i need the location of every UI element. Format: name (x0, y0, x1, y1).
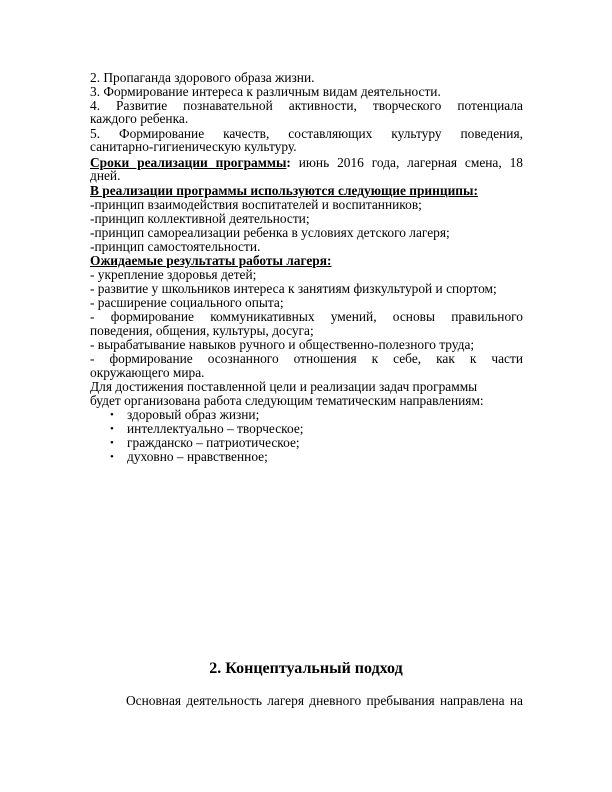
section-2-paragraph: Основная деятельность лагеря дневного пребывания направлена на (126, 693, 523, 708)
section-2-title: 2. Концептуальный подход (209, 660, 403, 677)
directions-intro-line1: Для достижения поставленной цели и реализации задач программы (90, 379, 478, 394)
result-item-6-line1: - формирование осознанного отношения к себе, как к части (90, 351, 523, 366)
principle-item: -принцип самореализации ребенка в условиях детского лагеря; (90, 225, 450, 240)
goal-item-2: 2. Пропаганда здорового образа жизни. (90, 70, 315, 85)
result-item-3: - расширение социального опыта; (90, 295, 284, 310)
principle-item: -принцип коллективной деятельности; (90, 211, 310, 226)
terms-colon: : (286, 155, 291, 170)
goal-item-5-line1: 5. Формирование качеств, составляющих культуру поведения, (90, 126, 523, 141)
principles-heading: В реализации программы используются следующие принципы: (90, 183, 478, 198)
direction-item: здоровый образ жизни; (127, 407, 260, 422)
result-item-5: - вырабатывание навыков ручного и общественно-полезного труда; (90, 337, 475, 352)
terms-label: Сроки реализации программы (90, 155, 287, 170)
goal-item-3: 3. Формирование интереса к различным видам деятельности. (90, 84, 441, 99)
principle-item: -принцип самостоятельности. (90, 239, 261, 254)
bullet-icon: • (110, 423, 114, 435)
result-item-2: - развитие у школьников интереса к занятиям физкультурой и спортом; (90, 281, 497, 296)
bullet-icon: • (110, 437, 114, 449)
terms-line1 (90, 156, 523, 170)
result-item-4-line1: - формирование коммуникативных умений, основы правильного (90, 309, 523, 324)
bullet-icon: • (110, 451, 114, 463)
direction-item: гражданско – патриотическое; (127, 435, 300, 450)
goal-item-4-line1: 4. Развитие познавательной активности, творческого потенциала (90, 98, 523, 113)
result-item-6-line2: окружающего мира. (90, 365, 205, 380)
result-item-1: - укрепление здоровья детей; (90, 267, 257, 282)
goal-item-5-line2: санитарно-гигиеническую культуру. (90, 139, 297, 154)
bullet-icon: • (110, 409, 114, 421)
terms-line2: дней. (90, 168, 121, 183)
directions-intro-line2: будет организована работа следующим тематическим направлениям: (90, 393, 484, 408)
results-heading: Ожидаемые результаты работы лагеря: (90, 253, 332, 268)
direction-item: интеллектуально – творческое; (127, 421, 304, 436)
principle-item: -принцип взаимодействия воспитателей и воспитанников; (90, 197, 422, 212)
result-item-4-line2: поведения, общения, культуры, досуга; (90, 323, 314, 338)
direction-item: духовно – нравственное; (127, 449, 268, 464)
terms-text: июнь 2016 года, лагерная смена, 18 (290, 155, 523, 170)
goal-item-4-line2: каждого ребенка. (90, 111, 189, 126)
